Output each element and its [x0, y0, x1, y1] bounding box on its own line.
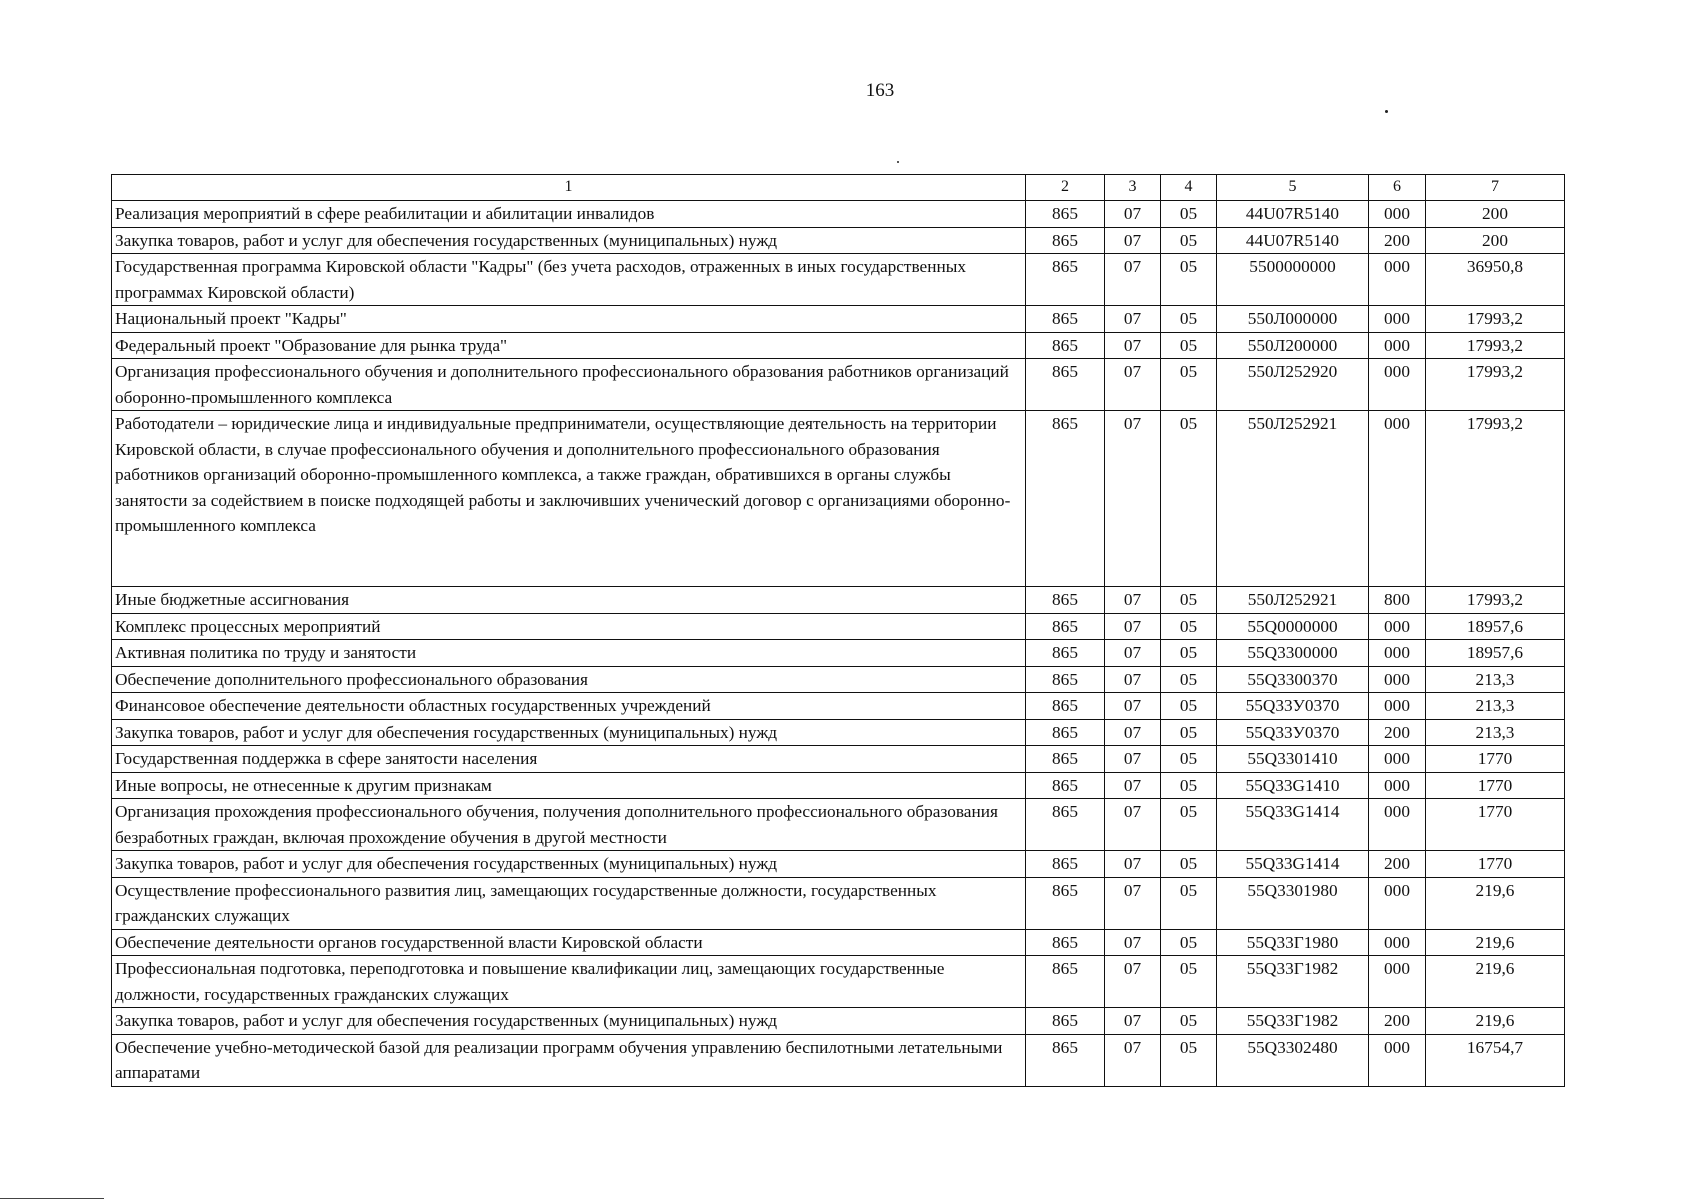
header-cell: 6: [1369, 175, 1426, 201]
budget-table: [111, 174, 1565, 1087]
row-name-cell: Государственная программа Кировской области "Кадры" (без учета расходов, отраженных в иных государственных программах Кировской области): [112, 254, 1026, 306]
row-section-cell: 07: [1105, 359, 1161, 411]
row-code-cell: 865: [1026, 929, 1105, 956]
row-code-cell: 865: [1026, 201, 1105, 228]
table-row: [112, 227, 1565, 254]
row-section-cell: 07: [1105, 332, 1161, 359]
table-row: [112, 929, 1565, 956]
row-target-code-cell: 55Q3302480: [1217, 1034, 1369, 1086]
row-expense-type-cell: 200: [1369, 1008, 1426, 1035]
header-cell: 5: [1217, 175, 1369, 201]
row-amount-cell: 1770: [1426, 772, 1565, 799]
row-expense-type-cell: 000: [1369, 306, 1426, 333]
table-row: [112, 332, 1565, 359]
table-row: [112, 719, 1565, 746]
header-cell: 7: [1426, 175, 1565, 201]
row-amount-cell: 16754,7: [1426, 1034, 1565, 1086]
row-name-cell: Закупка товаров, работ и услуг для обеспечения государственных (муниципальных) нужд: [112, 227, 1026, 254]
row-name-cell: Закупка товаров, работ и услуг для обеспечения государственных (муниципальных) нужд: [112, 1008, 1026, 1035]
page-number: 163: [865, 80, 895, 101]
row-name-cell: Работодатели – юридические лица и индивидуальные предприниматели, осуществляющие деятельность на территории Кировской области, в случае профессионального обучения и дополнительного профессионального образования работников организаций оборонно-промышленного комплекса, а также граждан, обратившихся в органы службы занятости за содействием в поиске подходящей работы и заключивших ученический договор с организациями оборонно-промышленного комплекса: [112, 411, 1026, 587]
scan-edge-line: [0, 1198, 104, 1199]
table-row: [112, 851, 1565, 878]
row-code-cell: 865: [1026, 666, 1105, 693]
row-section-cell: 07: [1105, 746, 1161, 773]
row-expense-type-cell: 000: [1369, 877, 1426, 929]
table-row: [112, 693, 1565, 720]
row-section-cell: 07: [1105, 851, 1161, 878]
table-row: [112, 799, 1565, 851]
table-row: [112, 640, 1565, 667]
row-code-cell: 865: [1026, 1034, 1105, 1086]
row-amount-cell: 17993,2: [1426, 411, 1565, 587]
row-subsection-cell: 05: [1161, 332, 1217, 359]
row-amount-cell: 1770: [1426, 746, 1565, 773]
row-expense-type-cell: 000: [1369, 613, 1426, 640]
header-cell: 3: [1105, 175, 1161, 201]
row-expense-type-cell: 000: [1369, 956, 1426, 1008]
row-amount-cell: 17993,2: [1426, 306, 1565, 333]
row-name-cell: Обеспечение дополнительного профессионального образования: [112, 666, 1026, 693]
row-name-cell: Активная политика по труду и занятости: [112, 640, 1026, 667]
table-row: [112, 772, 1565, 799]
row-name-cell: Организация прохождения профессионального обучения, получения дополнительного профессионального образования безработных граждан, включая прохождение обучения в другой местности: [112, 799, 1026, 851]
row-amount-cell: 219,6: [1426, 1008, 1565, 1035]
row-section-cell: 07: [1105, 719, 1161, 746]
row-subsection-cell: 05: [1161, 411, 1217, 587]
row-code-cell: 865: [1026, 1008, 1105, 1035]
table-row: [112, 877, 1565, 929]
row-amount-cell: 36950,8: [1426, 254, 1565, 306]
row-amount-cell: 200: [1426, 201, 1565, 228]
row-expense-type-cell: 800: [1369, 587, 1426, 614]
row-code-cell: 865: [1026, 227, 1105, 254]
row-subsection-cell: 05: [1161, 359, 1217, 411]
row-code-cell: 865: [1026, 332, 1105, 359]
row-target-code-cell: 5500000000: [1217, 254, 1369, 306]
row-name-cell: Обеспечение учебно-методической базой для реализации программ обучения управлению беспилотными летательными аппаратами: [112, 1034, 1026, 1086]
row-section-cell: 07: [1105, 772, 1161, 799]
row-target-code-cell: 550Л200000: [1217, 332, 1369, 359]
row-target-code-cell: 55Q33У0370: [1217, 693, 1369, 720]
row-name-cell: Иные бюджетные ассигнования: [112, 587, 1026, 614]
row-section-cell: 07: [1105, 587, 1161, 614]
row-name-cell: Комплекс процессных мероприятий: [112, 613, 1026, 640]
row-amount-cell: 1770: [1426, 799, 1565, 851]
row-expense-type-cell: 000: [1369, 772, 1426, 799]
row-subsection-cell: 05: [1161, 956, 1217, 1008]
row-name-cell: Национальный проект "Кадры": [112, 306, 1026, 333]
row-section-cell: 07: [1105, 1008, 1161, 1035]
row-expense-type-cell: 200: [1369, 719, 1426, 746]
row-amount-cell: 213,3: [1426, 693, 1565, 720]
row-section-cell: 07: [1105, 227, 1161, 254]
table-row: [112, 587, 1565, 614]
row-subsection-cell: 05: [1161, 799, 1217, 851]
row-target-code-cell: 55Q33Г1982: [1217, 956, 1369, 1008]
row-subsection-cell: 05: [1161, 746, 1217, 773]
row-target-code-cell: 44U07R5140: [1217, 201, 1369, 228]
row-subsection-cell: 05: [1161, 719, 1217, 746]
row-expense-type-cell: 200: [1369, 851, 1426, 878]
row-subsection-cell: 05: [1161, 587, 1217, 614]
row-subsection-cell: 05: [1161, 851, 1217, 878]
row-target-code-cell: 55Q33G1410: [1217, 772, 1369, 799]
row-code-cell: 865: [1026, 411, 1105, 587]
row-target-code-cell: 55Q3300370: [1217, 666, 1369, 693]
row-section-cell: 07: [1105, 693, 1161, 720]
row-expense-type-cell: 000: [1369, 799, 1426, 851]
row-target-code-cell: 55Q3301410: [1217, 746, 1369, 773]
row-section-cell: 07: [1105, 929, 1161, 956]
row-code-cell: 865: [1026, 587, 1105, 614]
row-code-cell: 865: [1026, 799, 1105, 851]
row-code-cell: 865: [1026, 746, 1105, 773]
row-code-cell: 865: [1026, 877, 1105, 929]
row-code-cell: 865: [1026, 719, 1105, 746]
row-subsection-cell: 05: [1161, 613, 1217, 640]
row-expense-type-cell: 000: [1369, 254, 1426, 306]
table-row: [112, 411, 1565, 587]
row-expense-type-cell: 000: [1369, 332, 1426, 359]
row-section-cell: 07: [1105, 799, 1161, 851]
table-row: [112, 254, 1565, 306]
table-row: [112, 1008, 1565, 1035]
row-section-cell: 07: [1105, 1034, 1161, 1086]
row-name-cell: Финансовое обеспечение деятельности областных государственных учреждений: [112, 693, 1026, 720]
row-target-code-cell: 550Л252921: [1217, 411, 1369, 587]
row-amount-cell: 219,6: [1426, 877, 1565, 929]
row-name-cell: Осуществление профессионального развития лиц, замещающих государственные должности, государственных гражданских служащих: [112, 877, 1026, 929]
row-target-code-cell: 55Q33G1414: [1217, 799, 1369, 851]
row-target-code-cell: 55Q3301980: [1217, 877, 1369, 929]
row-subsection-cell: 05: [1161, 877, 1217, 929]
row-target-code-cell: 55Q33У0370: [1217, 719, 1369, 746]
row-target-code-cell: 55Q0000000: [1217, 613, 1369, 640]
row-expense-type-cell: 000: [1369, 359, 1426, 411]
table-row: [112, 746, 1565, 773]
row-name-cell: Обеспечение деятельности органов государственной власти Кировской области: [112, 929, 1026, 956]
row-target-code-cell: 55Q3300000: [1217, 640, 1369, 667]
scan-speck: [897, 161, 899, 163]
row-target-code-cell: 550Л000000: [1217, 306, 1369, 333]
row-amount-cell: 200: [1426, 227, 1565, 254]
row-name-cell: Государственная поддержка в сфере занятости населения: [112, 746, 1026, 773]
row-code-cell: 865: [1026, 359, 1105, 411]
row-expense-type-cell: 000: [1369, 666, 1426, 693]
row-expense-type-cell: 200: [1369, 227, 1426, 254]
row-expense-type-cell: 000: [1369, 411, 1426, 587]
table-row: [112, 613, 1565, 640]
row-target-code-cell: 44U07R5140: [1217, 227, 1369, 254]
row-section-cell: 07: [1105, 201, 1161, 228]
row-expense-type-cell: 000: [1369, 693, 1426, 720]
row-code-cell: 865: [1026, 613, 1105, 640]
row-name-cell: Организация профессионального обучения и дополнительного профессионального образования работников организаций оборонно-промышленного комплекса: [112, 359, 1026, 411]
row-name-cell: Федеральный проект "Образование для рынка труда": [112, 332, 1026, 359]
table-header-row: [112, 175, 1565, 201]
row-subsection-cell: 05: [1161, 929, 1217, 956]
row-subsection-cell: 05: [1161, 254, 1217, 306]
row-section-cell: 07: [1105, 411, 1161, 587]
row-amount-cell: 1770: [1426, 851, 1565, 878]
row-code-cell: 865: [1026, 693, 1105, 720]
row-subsection-cell: 05: [1161, 227, 1217, 254]
row-code-cell: 865: [1026, 306, 1105, 333]
row-code-cell: 865: [1026, 956, 1105, 1008]
row-code-cell: 865: [1026, 254, 1105, 306]
row-code-cell: 865: [1026, 640, 1105, 667]
row-expense-type-cell: 000: [1369, 929, 1426, 956]
row-name-cell: Закупка товаров, работ и услуг для обеспечения государственных (муниципальных) нужд: [112, 719, 1026, 746]
row-subsection-cell: 05: [1161, 772, 1217, 799]
row-section-cell: 07: [1105, 956, 1161, 1008]
row-section-cell: 07: [1105, 306, 1161, 333]
row-name-cell: Закупка товаров, работ и услуг для обеспечения государственных (муниципальных) нужд: [112, 851, 1026, 878]
row-target-code-cell: 55Q33Г1980: [1217, 929, 1369, 956]
row-expense-type-cell: 000: [1369, 201, 1426, 228]
row-amount-cell: 213,3: [1426, 666, 1565, 693]
row-subsection-cell: 05: [1161, 693, 1217, 720]
row-subsection-cell: 05: [1161, 306, 1217, 333]
row-code-cell: 865: [1026, 851, 1105, 878]
row-code-cell: 865: [1026, 772, 1105, 799]
row-subsection-cell: 05: [1161, 640, 1217, 667]
row-section-cell: 07: [1105, 254, 1161, 306]
row-name-cell: Реализация мероприятий в сфере реабилитации и абилитации инвалидов: [112, 201, 1026, 228]
row-name-cell: Иные вопросы, не отнесенные к другим признакам: [112, 772, 1026, 799]
row-amount-cell: 17993,2: [1426, 587, 1565, 614]
row-expense-type-cell: 000: [1369, 640, 1426, 667]
row-section-cell: 07: [1105, 877, 1161, 929]
table-row: [112, 306, 1565, 333]
row-name-cell: Профессиональная подготовка, переподготовка и повышение квалификации лиц, замещающих государственные должности, государственных гражданских служащих: [112, 956, 1026, 1008]
table-row: [112, 666, 1565, 693]
row-amount-cell: 18957,6: [1426, 613, 1565, 640]
row-target-code-cell: 55Q33Г1982: [1217, 1008, 1369, 1035]
table-row: [112, 359, 1565, 411]
table-body: [112, 175, 1565, 1087]
row-subsection-cell: 05: [1161, 1008, 1217, 1035]
row-target-code-cell: 55Q33G1414: [1217, 851, 1369, 878]
row-amount-cell: 18957,6: [1426, 640, 1565, 667]
row-target-code-cell: 550Л252921: [1217, 587, 1369, 614]
header-cell: 4: [1161, 175, 1217, 201]
table-row: [112, 956, 1565, 1008]
header-cell: 1: [112, 175, 1026, 201]
scan-speck: [1385, 110, 1388, 113]
row-section-cell: 07: [1105, 640, 1161, 667]
row-amount-cell: 213,3: [1426, 719, 1565, 746]
table-row: [112, 1034, 1565, 1086]
row-amount-cell: 219,6: [1426, 929, 1565, 956]
table-row: [112, 201, 1565, 228]
header-cell: 2: [1026, 175, 1105, 201]
row-section-cell: 07: [1105, 613, 1161, 640]
row-subsection-cell: 05: [1161, 666, 1217, 693]
row-subsection-cell: 05: [1161, 1034, 1217, 1086]
row-expense-type-cell: 000: [1369, 1034, 1426, 1086]
row-subsection-cell: 05: [1161, 201, 1217, 228]
row-section-cell: 07: [1105, 666, 1161, 693]
row-amount-cell: 219,6: [1426, 956, 1565, 1008]
row-target-code-cell: 550Л252920: [1217, 359, 1369, 411]
row-amount-cell: 17993,2: [1426, 332, 1565, 359]
row-amount-cell: 17993,2: [1426, 359, 1565, 411]
row-expense-type-cell: 000: [1369, 746, 1426, 773]
